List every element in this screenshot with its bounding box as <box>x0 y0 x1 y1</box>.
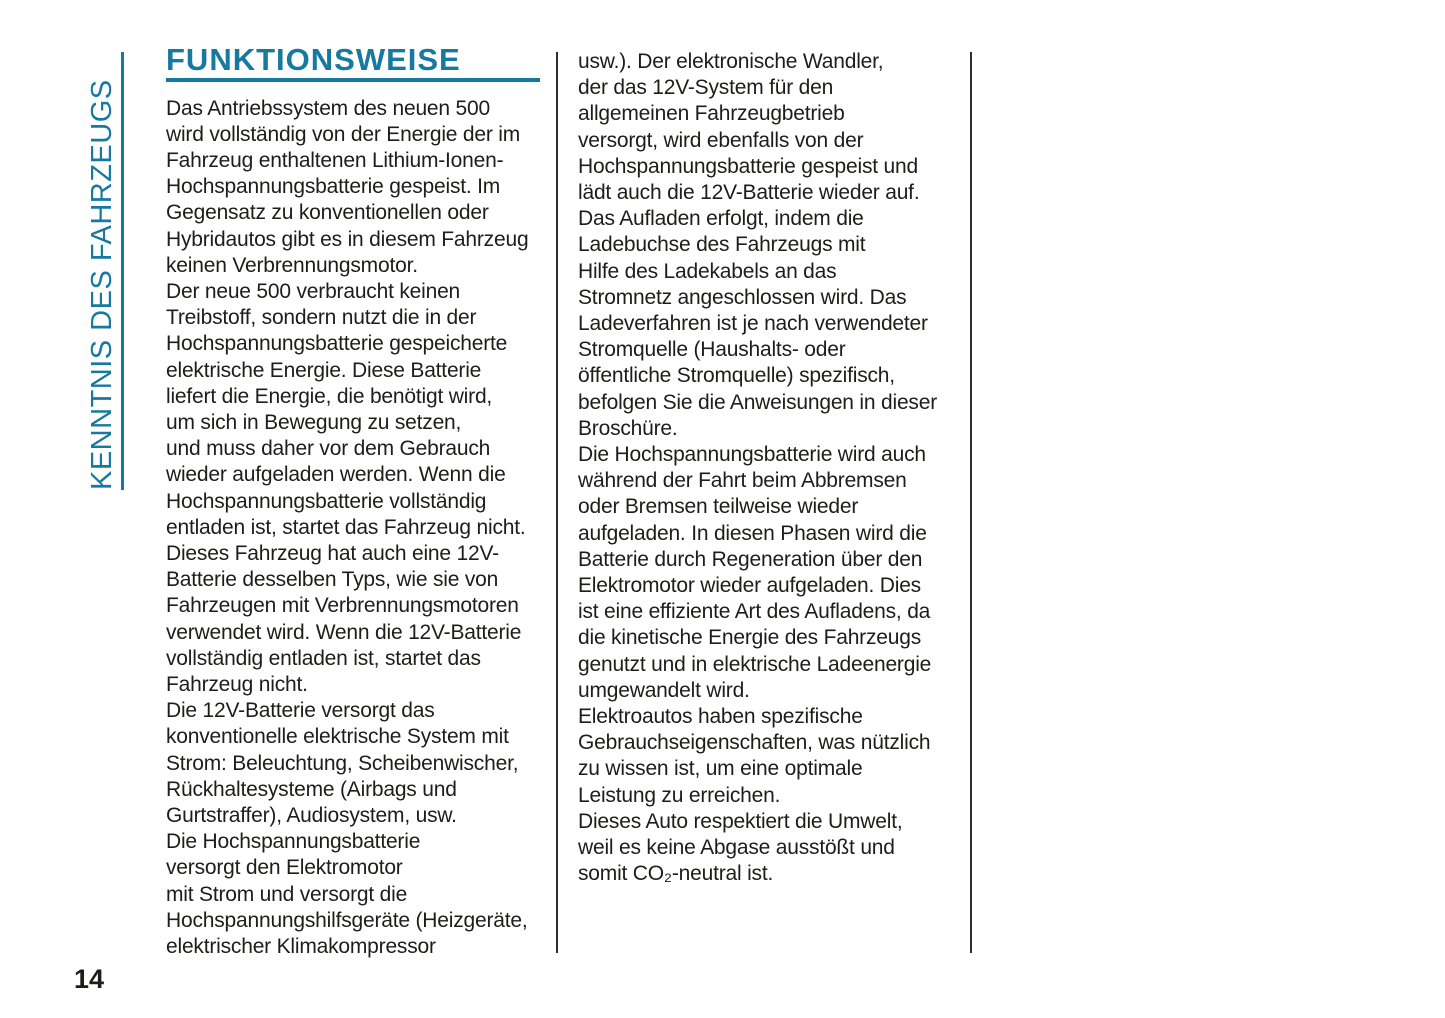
text-line: entladen ist, startet das Fahrzeug nicht. <box>166 515 526 539</box>
chapter-sidebar-label: KENNTNIS DES FAHRZEUGS <box>86 79 118 490</box>
text-line: ist eine effiziente Art des Aufladens, da <box>578 600 931 624</box>
text-line: zu wissen ist, um eine optimale <box>578 757 863 781</box>
text-line: keinen Verbrennungsmotor. <box>166 253 418 277</box>
text-line: Fahrzeugen mit Verbrennungsmotoren <box>166 594 519 618</box>
heading-underline <box>166 78 540 82</box>
text-line: elektrische Energie. Diese Batterie <box>166 358 482 382</box>
text-line: Batterie desselben Typs, wie sie von <box>166 568 499 592</box>
text-line: Hochspannungsbatterie gespeist und <box>578 154 918 178</box>
text-line: liefert die Energie, die benötigt wird, <box>166 384 493 408</box>
text-line: mit Strom und versorgt die <box>166 882 408 906</box>
text-line: Elektromotor wieder aufgeladen. Dies <box>578 574 921 598</box>
text-line: Strom: Beleuchtung, Scheibenwischer, <box>166 751 519 775</box>
text-line: Das Antriebssystem des neuen 500 <box>166 96 490 120</box>
text-line: Fahrzeug nicht. <box>166 672 308 696</box>
text-line: Ladeverfahren ist je nach verwendeter <box>578 312 928 336</box>
text-line: Stromnetz angeschlossen wird. Das <box>578 285 907 309</box>
text-line: vollständig entladen ist, startet das <box>166 646 481 670</box>
section-heading: FUNKTIONSWEISE <box>166 42 461 77</box>
text-line: Rückhaltesysteme (Airbags und <box>166 777 457 801</box>
text-line: versorgt den Elektromotor <box>166 856 403 880</box>
text-line: Dieses Fahrzeug hat auch eine 12V- <box>166 541 499 565</box>
text-line: Hybridautos gibt es in diesem Fahrzeug <box>166 227 529 251</box>
text-line: wieder aufgeladen werden. Wenn die <box>166 463 506 487</box>
text-line: während der Fahrt beim Abbremsen <box>578 469 907 493</box>
sidebar-accent-rule <box>121 52 124 490</box>
page-number: 14 <box>74 964 105 994</box>
text-line: Dieses Auto respektiert die Umwelt, <box>578 809 903 833</box>
column-2 <box>578 49 950 888</box>
text-line: Elektroautos haben spezifische <box>578 705 863 729</box>
text-line: öffentliche Stromquelle) spezifisch, <box>578 364 895 388</box>
text-line: allgemeinen Fahrzeugbetrieb <box>578 102 845 126</box>
text-line: Hochspannungsbatterie vollständig <box>166 489 487 513</box>
text-line: die kinetische Energie des Fahrzeugs <box>578 626 922 650</box>
text-line: Leistung zu erreichen. <box>578 783 781 807</box>
text-line: verwendet wird. Wenn die 12V-Batterie <box>166 620 522 644</box>
text-line: der das 12V-System für den <box>578 76 834 100</box>
text-line: elektrischer Klimakompressor <box>166 935 436 958</box>
text-line: aufgeladen. In diesen Phasen wird die <box>578 521 927 545</box>
column-1-text <box>166 96 542 961</box>
text-line: versorgt, wird ebenfalls von der <box>578 128 864 152</box>
column-divider-right <box>970 52 972 953</box>
text-line: genutzt und in elektrische Ladeenergie <box>578 652 932 676</box>
text-line: Stromquelle (Haushalts- oder <box>578 338 846 362</box>
text-line: Das Aufladen erfolgt, indem die <box>578 207 864 231</box>
text-line: Broschüre. <box>578 416 678 440</box>
text-line: lädt auch die 12V-Batterie wieder auf. <box>578 181 920 205</box>
text-line: und muss daher vor dem Gebrauch <box>166 437 491 461</box>
text-line: Hochspannungshilfsgeräte (Heizgeräte, <box>166 908 528 932</box>
column-divider-left <box>556 52 558 953</box>
text-line: oder Bremsen teilweise wieder <box>578 495 859 519</box>
text-line: Gebrauchseigenschaften, was nützlich <box>578 731 931 755</box>
text-line: umgewandelt wird. <box>578 678 750 702</box>
text-line: befolgen Sie die Anweisungen in dieser <box>578 390 937 414</box>
text-line: Fahrzeug enthaltenen Lithium-Ionen- <box>166 148 504 172</box>
text-line: wird vollständig von der Energie der im <box>166 122 521 146</box>
text-line: Die Hochspannungsbatterie wird auch <box>578 443 926 467</box>
text-line: Ladebuchse des Fahrzeugs mit <box>578 233 866 257</box>
text-line: somit CO₂-neutral ist. <box>578 862 774 886</box>
text-line: um sich in Bewegung zu setzen, <box>166 410 462 434</box>
text-line: Batterie durch Regeneration über den <box>578 547 923 571</box>
text-line: Hochspannungsbatterie gespeicherte <box>166 332 508 356</box>
text-line: Hochspannungsbatterie gespeist. Im <box>166 175 501 199</box>
text-line: Treibstoff, sondern nutzt die in der <box>166 306 477 330</box>
text-line: Hilfe des Ladekabels an das <box>578 259 837 283</box>
text-line: konventionelle elektrische System mit <box>166 725 509 749</box>
text-line: Gegensatz zu konventionellen oder <box>166 201 489 225</box>
text-line: Gurtstraffer), Audiosystem, usw. <box>166 803 457 827</box>
column-2-text <box>578 49 950 888</box>
text-line: Die 12V-Batterie versorgt das <box>166 699 435 723</box>
text-line: usw.). Der elektronische Wandler, <box>578 50 884 73</box>
column-1 <box>166 44 542 960</box>
text-line: Die Hochspannungsbatterie <box>166 830 421 854</box>
text-line: weil es keine Abgase ausstößt und <box>578 836 895 860</box>
text-line: Der neue 500 verbraucht keinen <box>166 279 461 303</box>
